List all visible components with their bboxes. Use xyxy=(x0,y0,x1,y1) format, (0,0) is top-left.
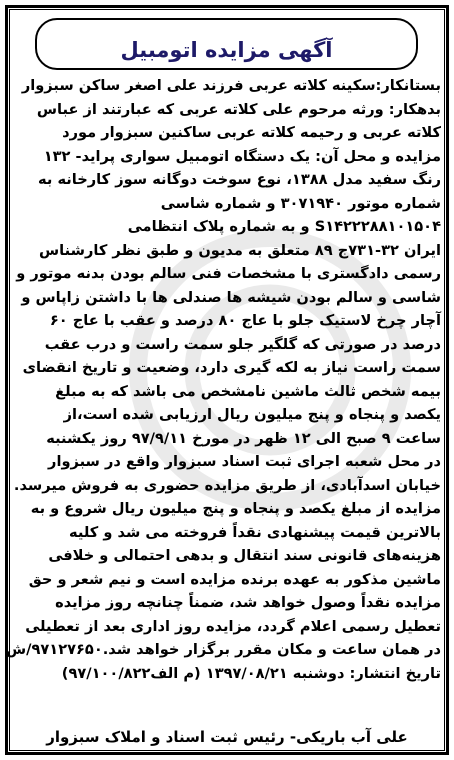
ad-line: در محل شعبه اجرای ثبت اسناد سبزوار واقع در سبزوار xyxy=(48,453,441,470)
ad-body xyxy=(6,74,441,685)
ad-line: رنگ سفید مدل ۱۳۸۸، نوع سوخت دوگانه سوز کارخانه به xyxy=(38,171,441,188)
ad-line: در همان ساعت و مکان مقرر برگزار خواهد شد.۹۷۱۲۷۶۵۰/ش xyxy=(6,641,441,658)
ad-line: هزینه‌های قانونی سند انتقال و بدهی احتمالی و خلافی xyxy=(48,547,441,564)
ad-line: تعطیل رسمی اعلام گردد، مزایده روز اداری بعد از تعطیلی xyxy=(25,617,441,635)
ad-line: ماشین مذکور به عهده برنده مزایده است و نیم شعر و حق xyxy=(28,570,441,588)
ad-line: بستانکار:سکینه کلاته عربی فرزند علی اصغر ساکن سبزوار xyxy=(21,77,441,94)
ad-line: مزایده و محل آن: یک دستگاه اتومبیل سواری پراید- ۱۳۲ xyxy=(43,147,441,165)
ad-line: شاسی و سالم بودن شیشه ها صندلی ها با داشتن زاپاس و xyxy=(21,288,441,306)
ad-line: بدهکار: ورثه مرحوم علی کلاته عربی که عبارتند از عباس xyxy=(36,100,441,118)
ad-line: رسمی دادگستری با مشخصات فنی سالم بودن بدنه موتور و xyxy=(16,265,441,282)
ad-line: یکصد و پنجاه و پنج میلیون ریال ارزیابی شده است،از xyxy=(63,406,441,423)
ad-line: مزایده نقداً وصول خواهد شد، ضمناً چنانچه روز مزایده xyxy=(55,594,441,611)
ad-line: سمت راست نیاز به لکه گیری دارد، وضعیت و تاریخ انقضای xyxy=(22,359,441,376)
publication-date: تاریخ انتشار: دوشنبه ۱۳۹۷/۰۸/۲۱ (م الف۹۷/۱۰۰/۸۲۲) xyxy=(61,664,441,682)
ad-line: ایران ۳۲-۷۳۱ج ۸۹ متعلق به مدیون و طبق نظر کارشناس xyxy=(39,241,441,259)
ad-line: کلاته عربی و رحیمه کلاته عربی ساکنین سبزوار مورد xyxy=(62,124,441,141)
ad-line: ساعت ۹ صبح الی ۱۲ ظهر در مورخ ۹۷/۹/۱۱ روز یکشنبه xyxy=(46,429,441,447)
ad-line: بیمه شخص ثالث ماشین نامشخص می باشد که به مبلغ xyxy=(55,382,441,400)
ad-line: S۱۴۲۲۲۸۸۱۰۱۵۰۴ و به شماره پلاک انتظامی xyxy=(127,218,441,235)
ad-title: آگهی مزایده اتومبیل xyxy=(120,38,333,62)
ad-line: مزایده از مبلغ یکصد و پنجاه و پنج میلیون ریال شروع و به xyxy=(30,500,441,517)
ad-line: خیابان اسدآبادی، از طریق مزایده حضوری به فروش میرسد. xyxy=(13,476,441,494)
ad-line: بالاترین قیمت پیشنهادی نقداً فروخته می شد و کلیه xyxy=(69,523,441,541)
ad-line: آچار چرخ لاستیک جلو با عاج ۸۰ درصد و عقب با عاج ۶۰ xyxy=(49,312,441,329)
signature-line: علی آب باریکی- رئیس ثبت اسناد و املاک سبزوار xyxy=(46,728,408,746)
ad-line: درصد در صورتی که گلگیر جلو سمت راست و درب عقب xyxy=(44,335,441,353)
ad-line: شماره موتور ۳۰۷۱۹۴۰ و شماره شاسی xyxy=(160,194,441,212)
title-box xyxy=(35,18,418,70)
